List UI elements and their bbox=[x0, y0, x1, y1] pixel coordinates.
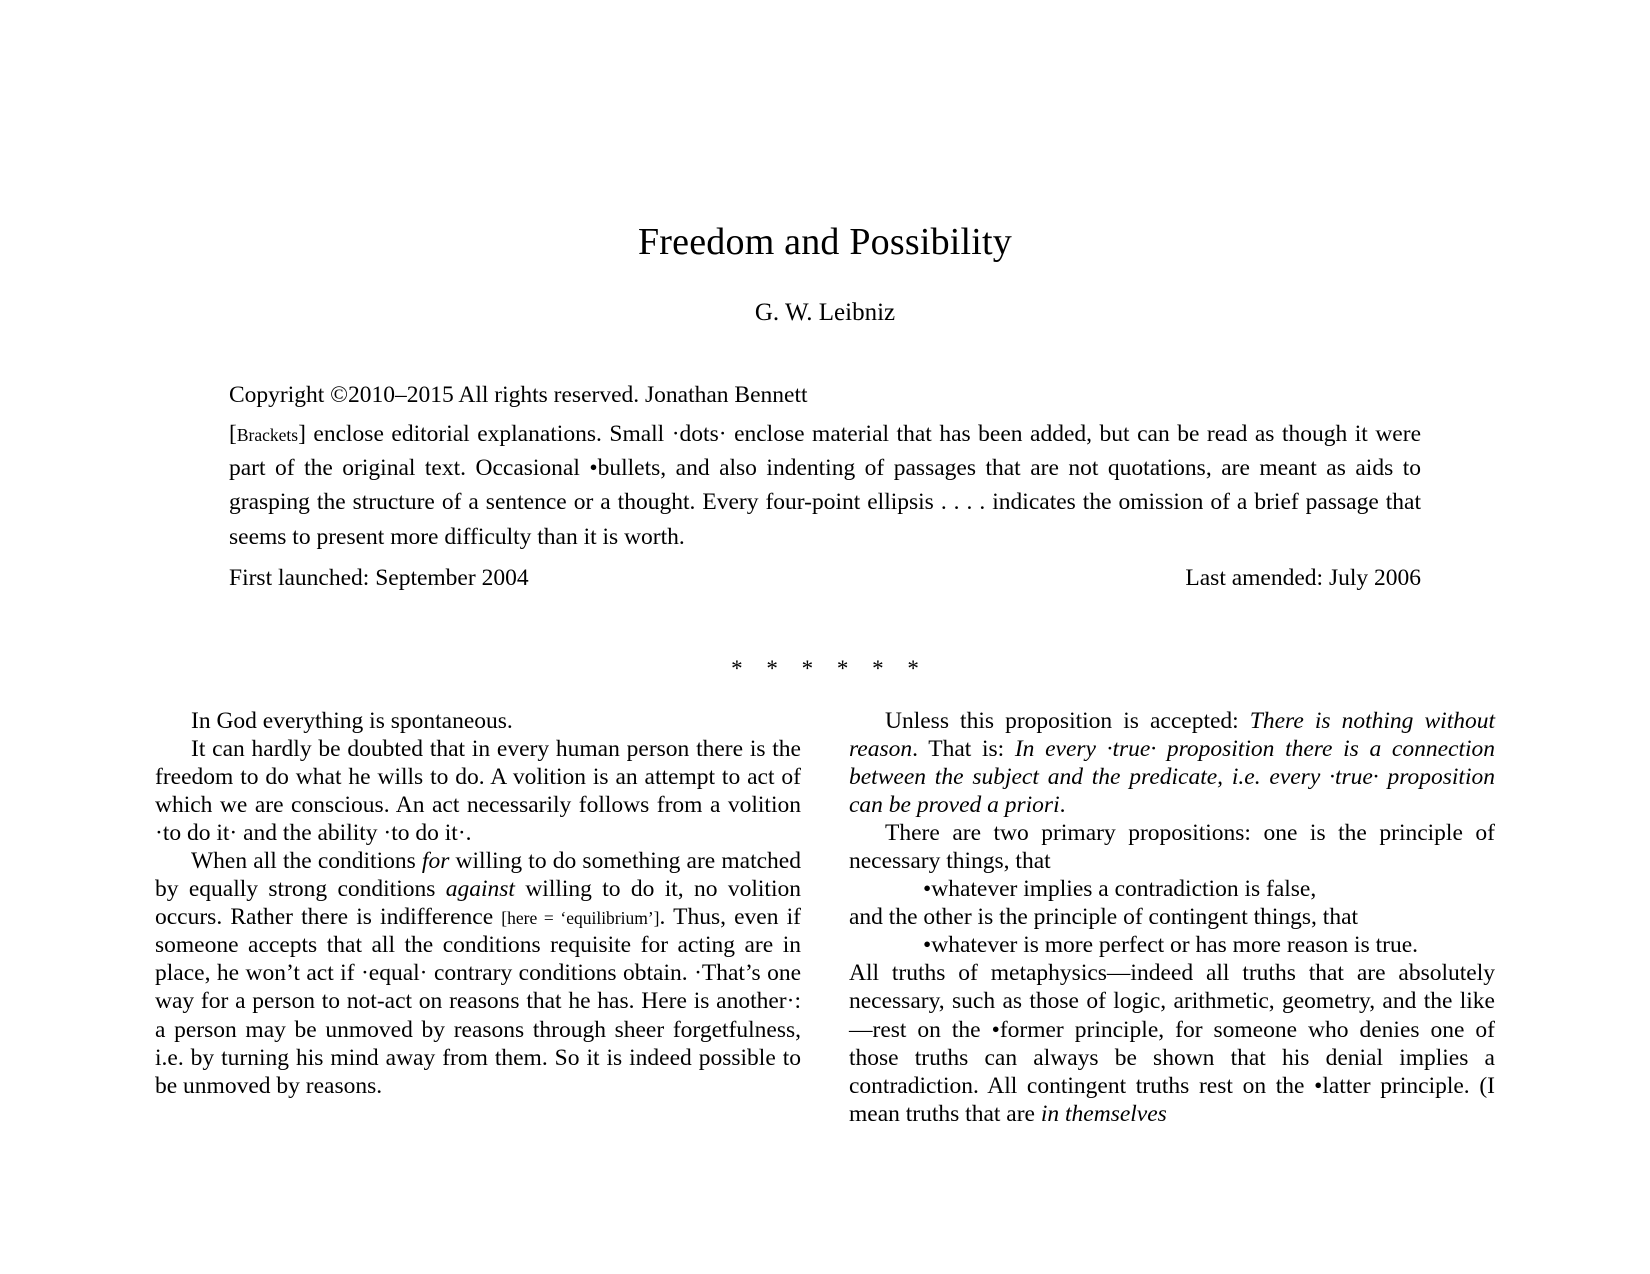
conditions-italic-for: for bbox=[421, 848, 450, 875]
all-truths-italic-in-themselves: in themselves bbox=[1040, 1100, 1167, 1127]
paragraph-conditions bbox=[155, 847, 801, 1100]
paragraph-all-truths bbox=[849, 959, 1495, 1127]
copyright-line: Copyright ©2010–2015 All rights reserved. Jonathan Bennett bbox=[229, 382, 808, 409]
line-other-principle: and the other is the principle of contingent things, that bbox=[849, 904, 1359, 931]
first-launched-date: First launched: September 2004 bbox=[229, 564, 529, 591]
conditions-part2: willing to do something are matched by equally strong conditions bbox=[155, 848, 801, 903]
document-author: G. W. Leibniz bbox=[754, 298, 896, 326]
editorial-notice bbox=[229, 417, 1421, 553]
body-columns bbox=[155, 680, 1495, 1128]
paragraph-hardly-doubted: It can hardly be doubted that in every human person there is the freedom to do what he wills to do. A volition is an attempt to act of which we are conscious. An act necessarily follows from a volition ·to do it· and the ability ·to do it·. bbox=[155, 735, 801, 846]
unless-part2: . That is: bbox=[912, 735, 1015, 762]
unless-part1: Unless this proposition is accepted: bbox=[885, 707, 1250, 734]
all-truths-body: All truths of metaphysics—indeed all truths that are absolutely necessary, such as those of logic, arithmetic, geometry, and the like—rest on the •former principle, for someone who denies one of those truths can always be shown that his denial implies a contradiction. All contingent truths rest on the •latter principle. (I mean truths that are bbox=[849, 960, 1495, 1127]
conditions-part3: willing to do it, no volition occurs. Rather there is indifference bbox=[155, 876, 801, 931]
notice-body: ] enclose editorial explanations. Small ·dots· enclose material that has been added, but can be read as though it were part of the original text. Occasional •bullets, and also indenting of passages that are not quotations, are meant as aids to grasping the structure of a sentence or a thought. Every four-point ellipsis . . . . indicates the omission of a brief passage that seems to present more difficulty than it is worth. bbox=[229, 421, 1421, 550]
bracket-open: [ bbox=[229, 421, 237, 448]
front-matter bbox=[229, 326, 1421, 594]
paragraph-two-propositions: There are two primary propositions: one is the principle of necessary things, that bbox=[849, 819, 1495, 875]
conditions-part4: . Thus, even if someone accepts that all the conditions requisite for acting are in place, he won’t act if ·equal· contrary conditions obtain. ·That’s one way for a person to not-act on reasons that he has. Here is another·: a person may be unmoved by reasons through sheer forgetfulness, i.e. by turning his mind away from them. So it is indeed possible to be unmoved by reasons. bbox=[155, 904, 801, 1099]
date-line bbox=[229, 561, 1421, 595]
paragraph-in-god: In God everything is spontaneous. bbox=[191, 707, 513, 734]
bullet-item-more-perfect: •whatever is more perfect or has more reason is true. bbox=[923, 932, 1419, 959]
unless-part3: . bbox=[1059, 791, 1066, 818]
bullet-item-contradiction: •whatever implies a contradiction is false, bbox=[923, 876, 1317, 903]
last-amended-date: Last amended: July 2006 bbox=[1185, 564, 1421, 591]
left-column bbox=[155, 707, 801, 1100]
conditions-part1: When all the conditions bbox=[191, 848, 422, 875]
conditions-italic-against: against bbox=[445, 876, 515, 903]
section-divider: * * * * * * bbox=[731, 655, 928, 681]
unless-italic-connection: In every ·true· proposition there is a connection between the subject and the predicate, i.e. every ·true· proposition can be proved a priori bbox=[849, 735, 1496, 818]
paragraph-unless bbox=[849, 707, 1495, 819]
page-title: Freedom and Possibility bbox=[637, 221, 1013, 263]
equilibrium-note: [here = ‘equilibrium’] bbox=[501, 908, 660, 929]
right-column bbox=[849, 707, 1495, 1128]
bracket-label: Brackets bbox=[236, 425, 299, 446]
unless-italic-nothing-without-reason: There is nothing without reason bbox=[849, 707, 1495, 762]
